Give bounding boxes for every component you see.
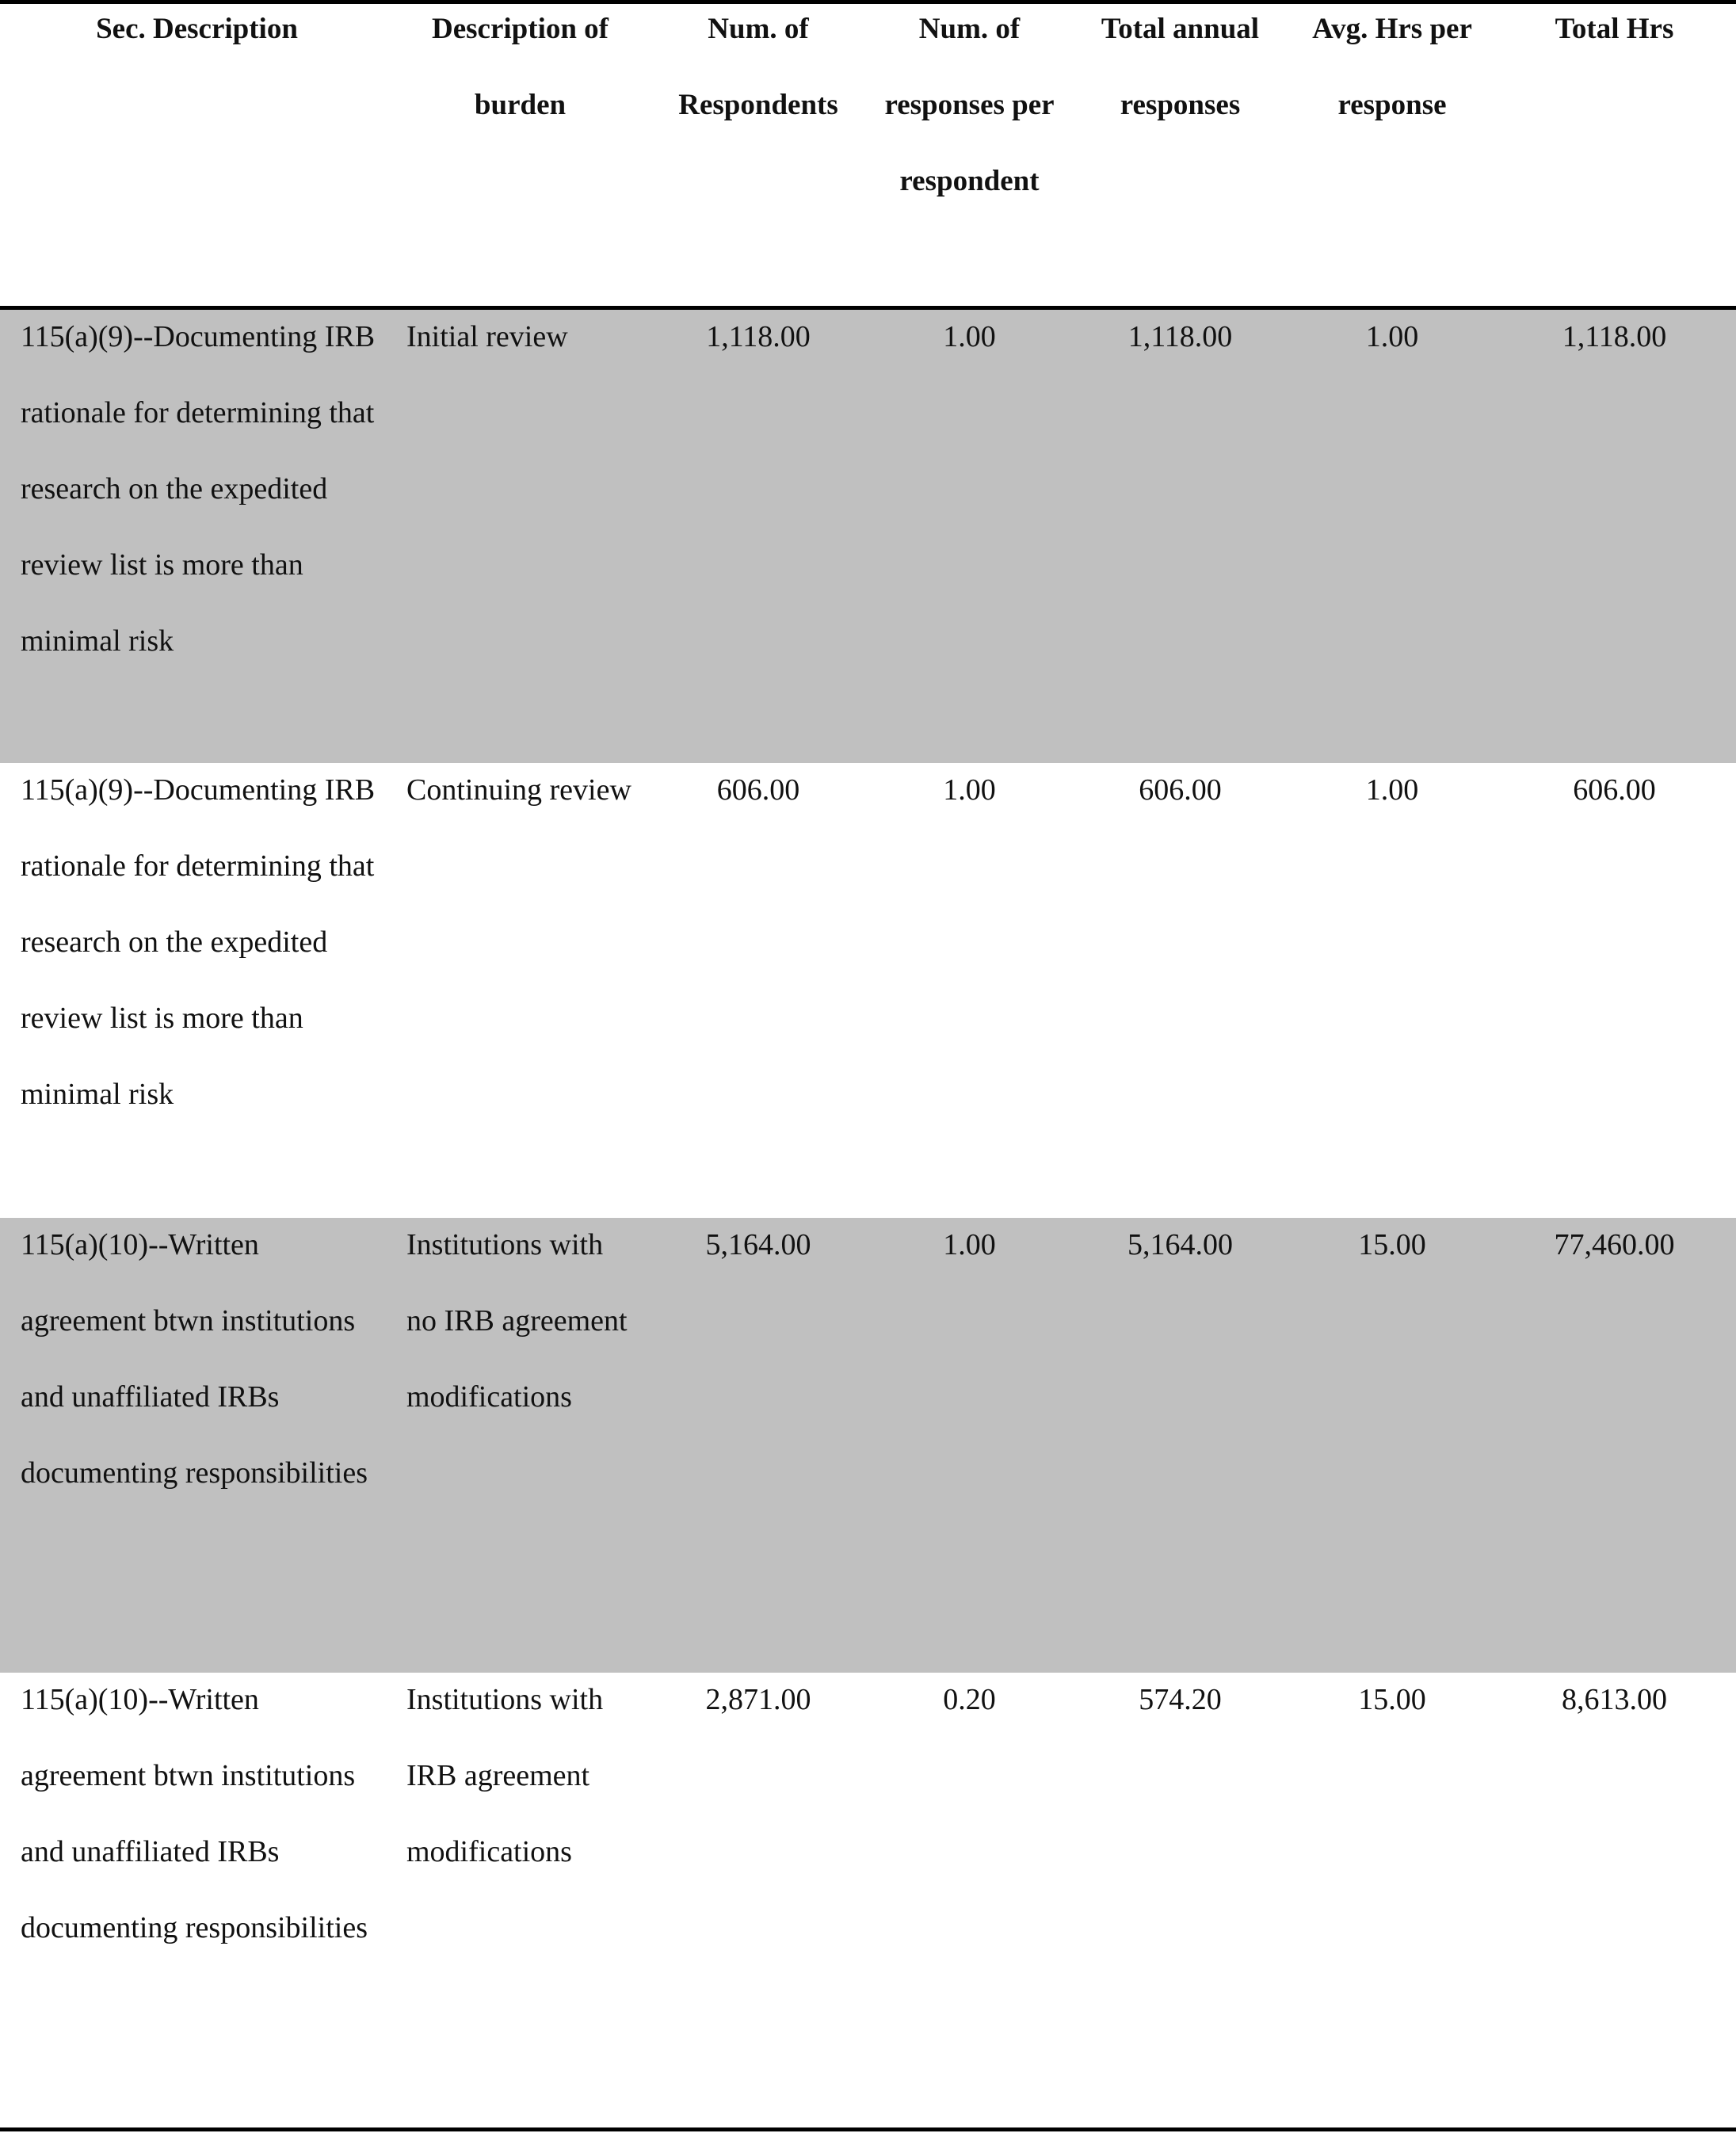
cell-responses-per-respondent: 0.20 xyxy=(870,1673,1069,2130)
cell-total-annual-responses: 1,118.00 xyxy=(1069,308,1292,763)
cell-responses-per-respondent: 1.00 xyxy=(943,773,996,807)
cell-section: 115(a)(9)--Documenting IRB rationale for determining that research on the expedited review list is more than minimal risk xyxy=(0,308,394,763)
cell-total-annual-responses: 5,164.00 xyxy=(1069,1218,1292,1673)
cell-avg-hrs-per-response: 1.00 xyxy=(1292,308,1493,763)
cell-burden: Institutions with no IRB agreement modifications xyxy=(394,1218,647,1673)
cell-responses-per-respondent: 1.00 xyxy=(870,308,1069,763)
table-header xyxy=(0,2,1736,308)
cell-total-annual-responses: 574.20 xyxy=(1069,1673,1292,2130)
table-body xyxy=(0,308,1736,2130)
cell-avg-hrs-per-response: 1.00 xyxy=(1365,773,1419,807)
cell-total-hrs: 606.00 xyxy=(1573,773,1656,807)
cell-section: 115(a)(10)--Written agreement btwn institutions and unaffiliated IRBs documenting responsibilities xyxy=(0,1218,394,1673)
cell-avg-hrs-per-response: 15.00 xyxy=(1292,1673,1493,2130)
table-row xyxy=(0,1218,1736,1673)
cell-burden: Institutions with IRB agreement modifications xyxy=(394,1673,647,2130)
header-num-respondents: Num. of Respondents xyxy=(647,2,870,308)
cell-total-hrs: 1,118.00 xyxy=(1493,308,1736,763)
cell-respondents: 5,164.00 xyxy=(647,1218,870,1673)
header-total-annual-responses: Total annual responses xyxy=(1069,2,1292,308)
cell-total-hrs: 8,613.00 xyxy=(1493,1673,1736,2130)
cell-responses-per-respondent: 1.00 xyxy=(870,1218,1069,1673)
cell-total-annual-responses: 606.00 xyxy=(1139,773,1222,807)
header-sec-description: Sec. Description xyxy=(0,2,394,308)
cell-respondents: 1,118.00 xyxy=(647,308,870,763)
header-row xyxy=(0,2,1736,308)
header-responses-per-respondent: Num. of responses per respondent xyxy=(870,2,1069,308)
table-row xyxy=(0,1673,1736,2130)
cell-section: 115(a)(10)--Written agreement btwn institutions and unaffiliated IRBs documenting responsibilities xyxy=(0,1673,394,2130)
cell-respondents: 606.00 xyxy=(716,773,800,807)
cell-burden: Initial review xyxy=(394,308,647,763)
cell-section: 115(a)(9)--Documenting IRB rationale for determining that research on the expedited review list is more than minimal risk xyxy=(21,773,376,1111)
cell-respondents: 2,871.00 xyxy=(647,1673,870,2130)
header-description-of-burden: Description of burden xyxy=(394,2,647,308)
table-row xyxy=(0,763,1736,1218)
header-avg-hrs-per-response: Avg. Hrs per response xyxy=(1292,2,1493,308)
cell-avg-hrs-per-response: 15.00 xyxy=(1292,1218,1493,1673)
table-row xyxy=(0,308,1736,763)
header-total-hrs: Total Hrs xyxy=(1493,2,1736,308)
cell-burden: Continuing review xyxy=(406,773,631,807)
cell-total-hrs: 77,460.00 xyxy=(1493,1218,1736,1673)
